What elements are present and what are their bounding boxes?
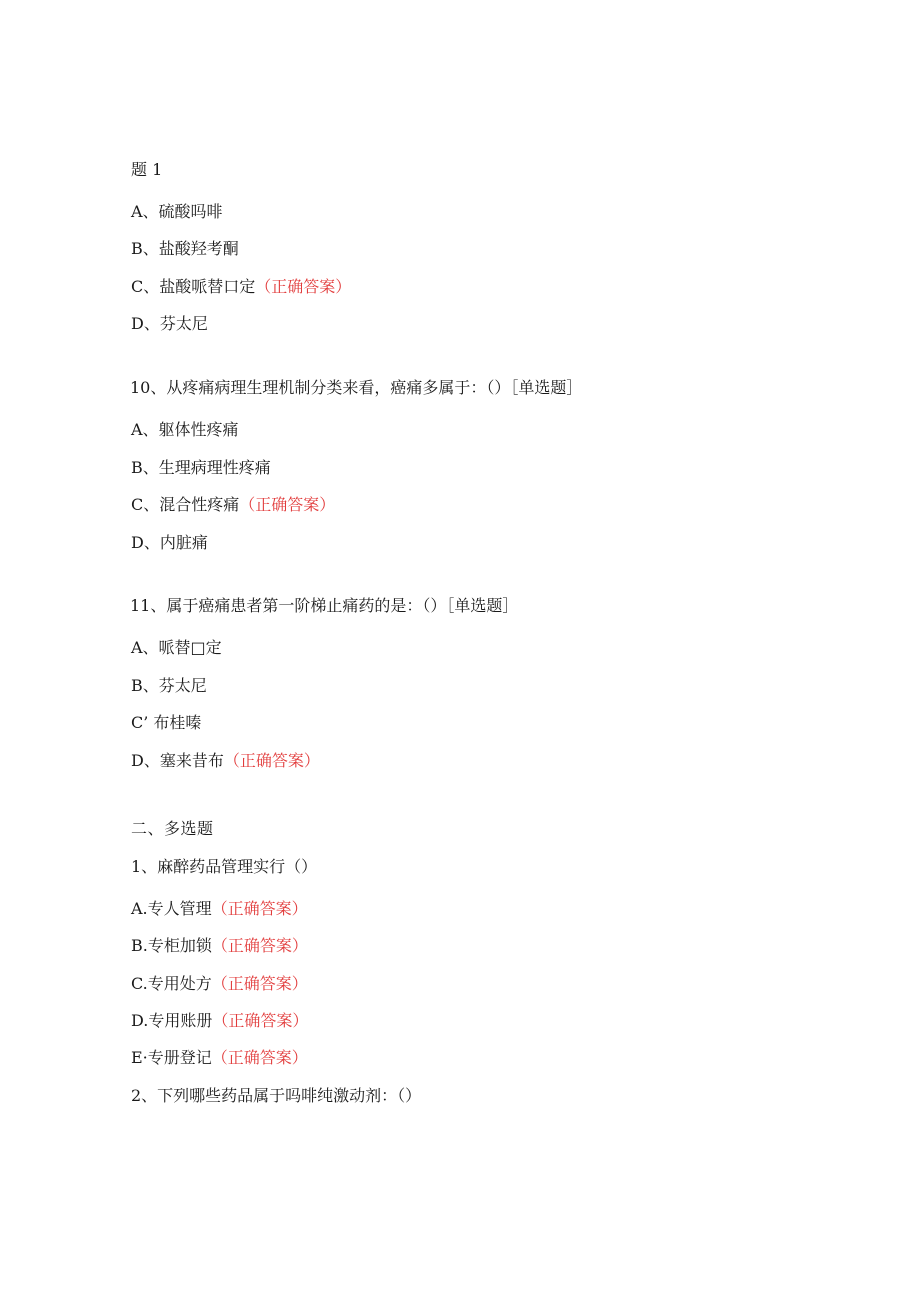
option-a: A、哌替□定	[131, 638, 222, 657]
option-a: A、硫酸吗啡	[131, 202, 223, 221]
correct-answer-mark: （正确答案）	[255, 277, 352, 296]
option-b: B.专柜加锁（正确答案）	[131, 936, 308, 955]
correct-answer-mark: （正确答案）	[223, 751, 320, 770]
option-a: A、躯体性疼痛	[131, 420, 239, 439]
correct-answer-mark: （正确答案）	[211, 899, 308, 918]
option-d: D、内脏痛	[131, 533, 208, 552]
correct-answer-mark: （正确答案）	[212, 1011, 309, 1030]
question-11: 11、属于癌痛患者第一阶梯止痛药的是：（）［单选题］	[130, 596, 519, 615]
option-a: A.专人管理（正确答案）	[131, 899, 308, 918]
option-c: C、混合性疼痛（正确答案）	[131, 495, 336, 514]
option-c: C.专用处方（正确答案）	[131, 974, 308, 993]
correct-answer-mark: （正确答案）	[211, 974, 308, 993]
question-1: 1、麻醉药品管理实行（）	[131, 857, 318, 876]
correct-answer-mark: （正确答案）	[239, 495, 336, 514]
question-2: 2、下列哪些药品属于吗啡纯激动剂：（）	[131, 1086, 422, 1105]
section-heading-multiple-choice: 二、多选题	[131, 819, 214, 838]
option-b: B、生理病理性疼痛	[131, 458, 271, 477]
question-fragment: 题 1	[131, 160, 163, 179]
option-d: D.专用账册（正确答案）	[131, 1011, 309, 1030]
option-b: B、盐酸羟考酮	[131, 239, 239, 258]
correct-answer-mark: （正确答案）	[211, 936, 308, 955]
question-10: 10、从疼痛病理生理机制分类来看，癌痛多属于：（）［单选题］	[130, 378, 583, 397]
correct-answer-mark: （正确答案）	[211, 1048, 308, 1067]
option-b: B、芬太尼	[131, 676, 207, 695]
option-e: E·专册登记（正确答案）	[131, 1048, 308, 1067]
option-c: C’ 布桂嗪	[131, 713, 202, 732]
option-c: C、盐酸哌替口定（正确答案）	[131, 277, 352, 296]
option-d: D、芬太尼	[131, 314, 208, 333]
option-d: D、塞来昔布（正确答案）	[131, 751, 320, 770]
